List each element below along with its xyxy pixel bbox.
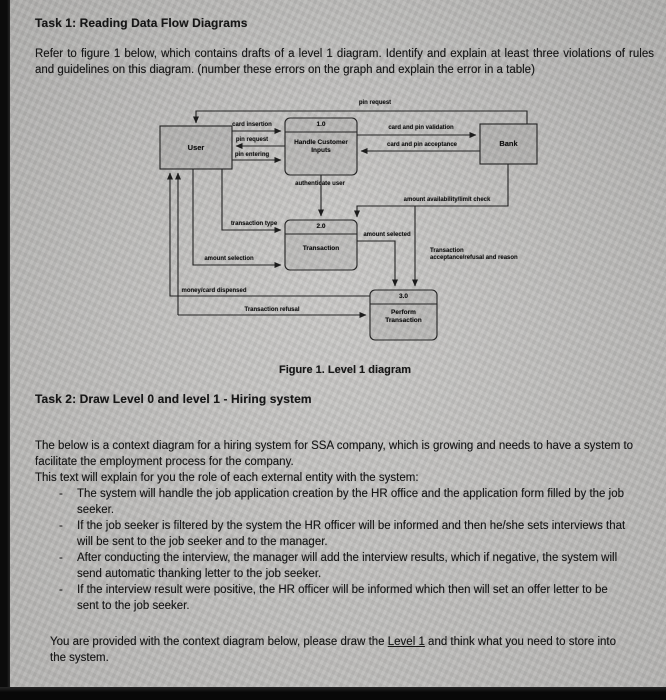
task1-heading: Task 1: Reading Data Flow Diagrams [35, 16, 248, 30]
task2-intro: The below is a context diagram for a hiring system for SSA company, which is growing and needs to have a system to facilitate the employment process for the company. [35, 440, 634, 468]
bullet-text: If the job seeker is filtered by the system the HR officer will be informed and then he/she sets interviews that will be sent to the job seeker and to the manager. [77, 520, 626, 548]
flow-label-transaction-refusal: Transaction refusal [244, 307, 300, 313]
dfd-figure [35, 96, 656, 358]
flow-label-pin-entering: pin entering [234, 152, 270, 158]
list-item [35, 518, 656, 550]
process-3-number: 3.0 [398, 293, 409, 300]
outro-text-underlined: Level 1 [387, 636, 425, 648]
list-item [35, 582, 656, 614]
flow-label-transaction-type: transaction type [230, 221, 278, 227]
photo-edge-left [0, 0, 10, 700]
flow-label-amount-availability: amount availability/limit check [403, 197, 491, 203]
flow-label-pin-request-top: pin request [358, 100, 392, 106]
bullet-marker: - [59, 584, 63, 596]
task2-outro [35, 634, 656, 666]
figure-caption: Figure 1. Level 1 diagram [278, 364, 412, 376]
list-item [35, 486, 656, 518]
bullet-marker: - [59, 488, 63, 500]
flow-line-amount-availability [357, 164, 508, 217]
bullet-text: The system will handle the job application creation by the HR office and the application form filled by the job seeker. [77, 488, 624, 516]
flow-label-pin-request: pin request [235, 137, 269, 143]
flow-label-transaction-acceptance: Transaction acceptance/refusal and reason [430, 248, 518, 261]
list-item [35, 550, 656, 582]
bullet-marker: - [59, 552, 63, 564]
task2-heading: Task 2: Draw Level 0 and level 1 - Hiring system [35, 392, 312, 406]
outro-text-post: and think what you need to store into the system. [50, 636, 617, 664]
process-2-number: 2.0 [316, 223, 326, 230]
process-2-name: Transaction [302, 245, 340, 252]
document-content [35, 16, 656, 666]
task1-body: Refer to figure 1 below, which contains drafts of a level 1 diagram. Identify and explain at least three violations of rules and guidelines on this diagram. (number these errors on the graph and explain the error in a table) [35, 48, 654, 76]
entity-bank-label: Bank [499, 139, 518, 149]
bullet-text: After conducting the interview, the manager will add the interview results, which if negative, the system will send automatic thanking letter to the job seeker. [77, 552, 618, 580]
process-1-name: Handle Customer Inputs [294, 139, 348, 154]
flow-line-amount-selected [357, 241, 395, 286]
bullet-text: If the interview result were positive, the HR officer will be informed which then will set an offer letter to be sent to the job seeker. [77, 584, 608, 612]
flow-label-authenticate-user: authenticate user [295, 181, 345, 187]
outro-text-pre: You are provided with the context diagram below, please draw the [50, 636, 388, 648]
flow-line-amount-selection [193, 169, 281, 265]
flow-label-amount-selection: amount selection [204, 256, 254, 262]
flow-label-card-pin-validation: card and pin validation [388, 125, 454, 131]
flow-label-money-dispensed: money/card dispensed [181, 288, 247, 294]
task2-roles-lead: This text will explain for you the role of each external entity with the system: [35, 472, 419, 484]
process-1-number: 1.0 [316, 121, 326, 128]
flow-label-card-insertion: card insertion [232, 122, 272, 128]
dfd-canvas [150, 96, 550, 356]
bullet-marker: - [59, 520, 63, 532]
task2-bullet-list [35, 486, 656, 614]
process-3-name: Perform Transaction [385, 309, 422, 324]
flow-label-amount-selected: amount selected [363, 232, 411, 238]
entity-user-label: User [187, 142, 205, 152]
photo-edge-bottom [0, 687, 666, 700]
flow-label-card-pin-acceptance: card and pin acceptance [386, 142, 458, 148]
